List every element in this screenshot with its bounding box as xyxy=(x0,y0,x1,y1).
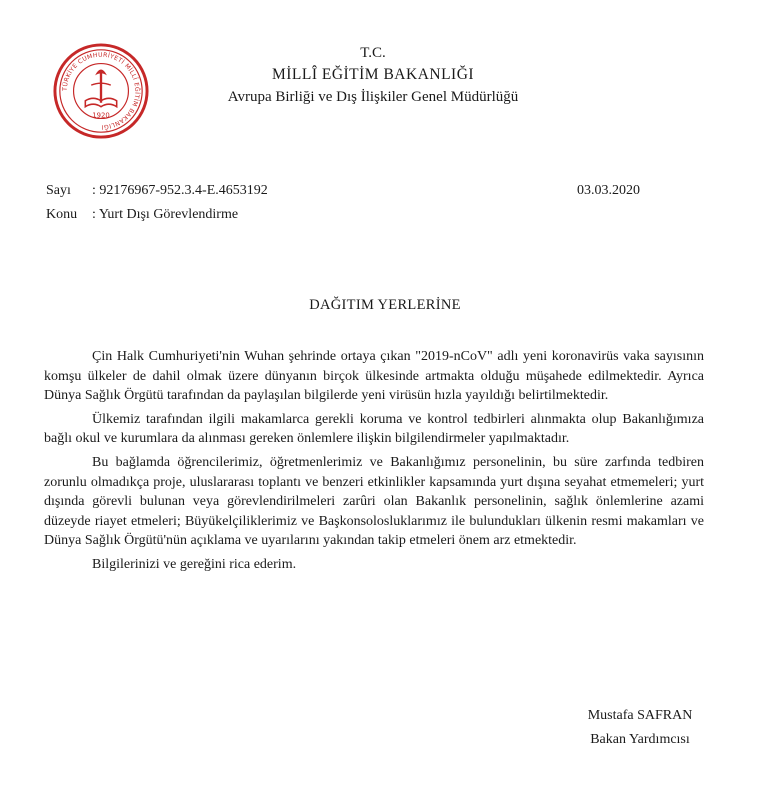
signatory-title: Bakan Yardımcısı xyxy=(590,732,690,747)
letter-body xyxy=(44,347,704,579)
signature-block xyxy=(540,704,740,752)
subject-value: : Yurt Dışı Görevlendirme xyxy=(92,207,239,222)
letterhead xyxy=(200,42,546,108)
directorate-name: Avrupa Birliği ve Dış İlişkiler Genel Müdürlüğü xyxy=(227,89,519,105)
subject-label: Konu xyxy=(46,207,78,222)
reference-number xyxy=(46,180,268,202)
svg-text:1920: 1920 xyxy=(92,111,110,120)
reference-label: Sayı xyxy=(46,183,71,198)
signatory-name: Mustafa SAFRAN xyxy=(587,708,693,723)
svg-text:TÜRKİYE CUMHURİYETİ MİLLÎ EĞİT: TÜRKİYE CUMHURİYETİ MİLLÎ EĞİTİM BAKANLIĞI xyxy=(61,51,141,131)
subject-line xyxy=(46,204,238,226)
addressee-heading: DAĞITIM YERLERİNE xyxy=(309,297,461,313)
ministry-seal-icon xyxy=(52,42,150,140)
document-date: 03.03.2020 xyxy=(577,183,640,198)
ministry-name: MİLLÎ EĞİTİM BAKANLIĞI xyxy=(271,66,475,83)
paragraph-2: Ülkemiz tarafından ilgili makamlarca gerekli koruma ve kontrol tedbirleri alınmakta olup Bakanlığımıza bağlı okul ve kurumlara da alınması gereken önlemlere ilişkin bilgilendirmeler yapılmaktadır. xyxy=(44,411,704,447)
paragraph-1: Çin Halk Cumhuriyeti'nin Wuhan şehrinde ortaya çıkan "2019-nCoV" adlı yeni koronavirüs vaka sayısının komşu ülkeler de dahil olmak üzere dünyanın birçok ülkesinde artmakta olduğu müşahede edilmektedir. Ayrıca Dünya Sağlık Örgütü tarafından da paylaşılan bilgilerde yeni virüsün hızla yayıldığı belirtilmektedir. xyxy=(44,349,704,404)
republic-abbrev: T.C. xyxy=(360,45,386,61)
paragraph-4: Bilgilerinizi ve gereğini rica ederim. xyxy=(92,556,297,572)
paragraph-3: Bu bağlamda öğrencilerimiz, öğretmenlerimiz ve Bakanlığımız personelinin, bu süre zarfında tedbiren zorunlu olmadıkça proje, uluslararası toplantı ve benzeri etkinlikler kapsamında yurt dışına seyahat etmemeleri; yurt dışında görevli bulunan veya görevlendirilmeleri zarûri olan Bakanlık personelinin, sağlık önlemlerine azami düzeyde riayet etmeleri; Büyükelçiliklerimiz ve Başkonsolosluklarımız ile bulundukları ülkenin resmi makamları ve Dünya Sağlık Örgütü'nün açıklama ve uyarılarını yakından takip etmeleri önem arz etmektedir. xyxy=(44,454,704,549)
reference-value: : 92176967-952.3.4-E.4653192 xyxy=(92,183,268,198)
